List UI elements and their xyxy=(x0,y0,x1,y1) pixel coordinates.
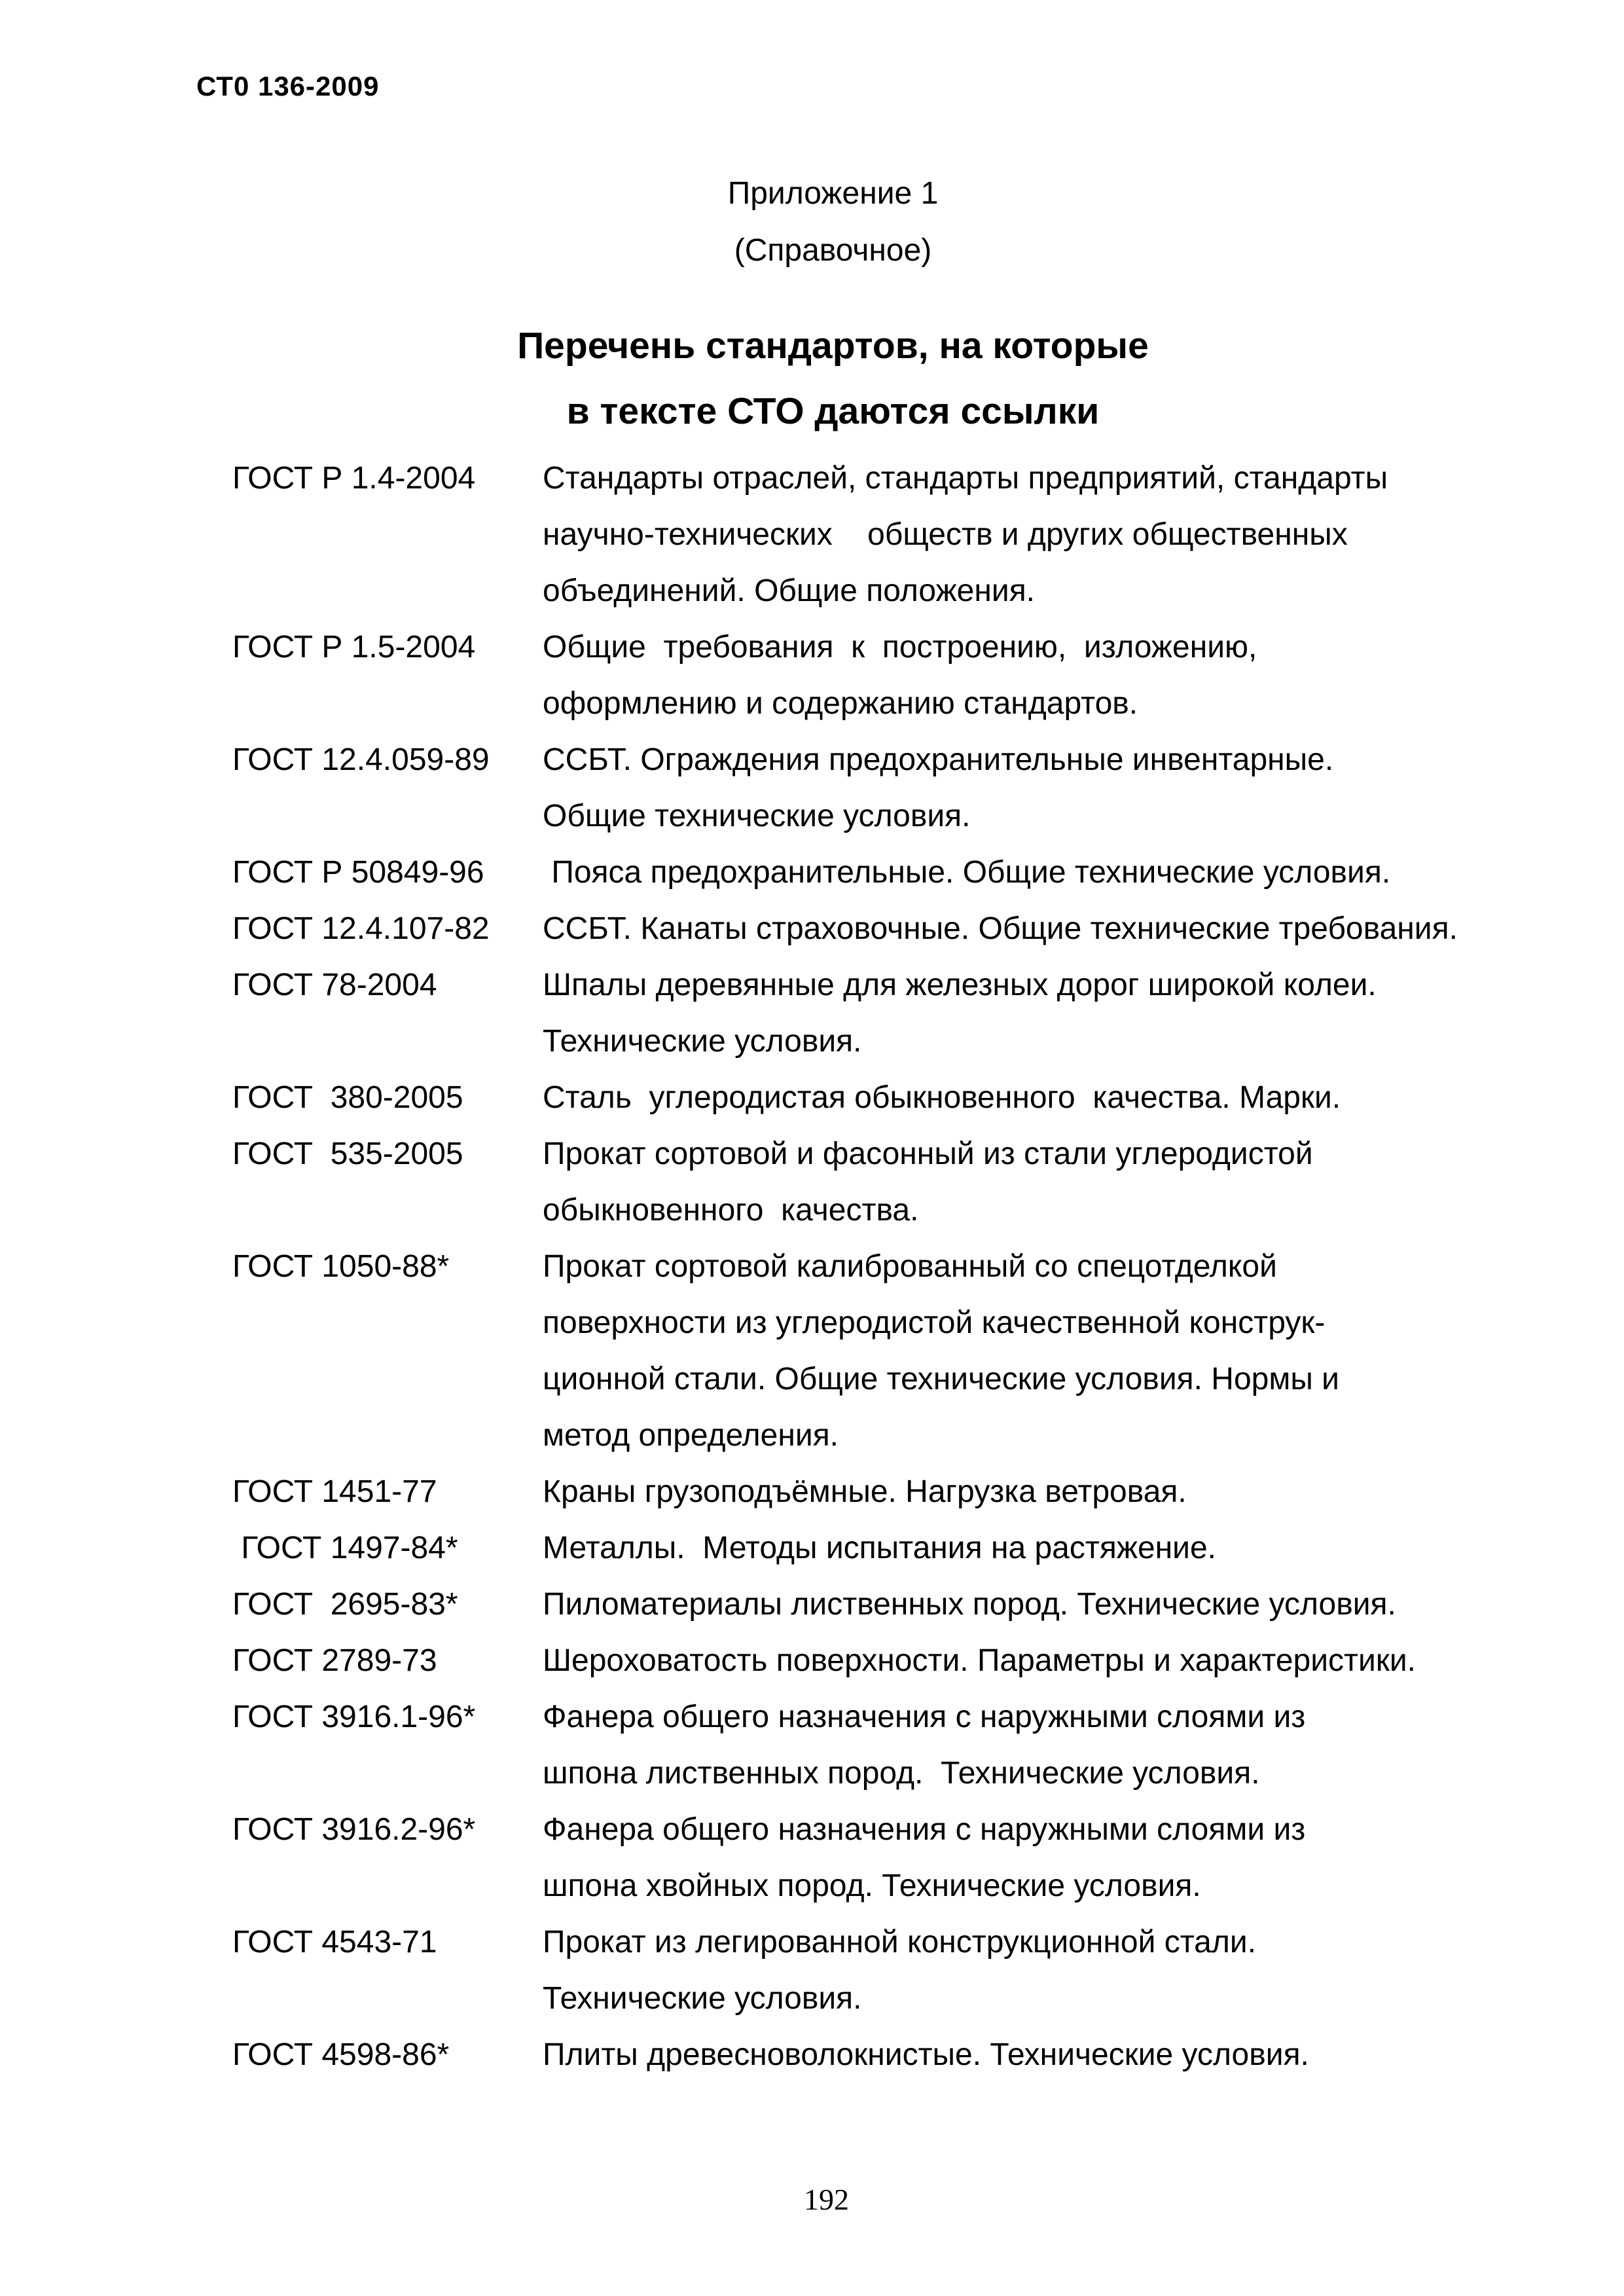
standard-description-line: Стандарты отраслей, стандарты предприятий, стандарты xyxy=(543,461,1388,496)
standard-description-line: Общие требования к построению, изложению, xyxy=(543,630,1257,665)
standard-description xyxy=(543,957,1463,1070)
standard-code: ГОСТ 380-2005 xyxy=(232,1080,463,1115)
standard-description-line: научно-технических обществ и других общественных xyxy=(543,517,1348,552)
standard-entry xyxy=(232,1576,1463,1633)
standard-description xyxy=(543,845,1463,901)
standard-entry xyxy=(232,1520,1463,1576)
standard-entry xyxy=(232,1070,1463,1126)
standard-description xyxy=(543,1633,1463,1689)
list-heading-line-1: Перечень стандартов, на которые xyxy=(517,325,1149,367)
standard-entry xyxy=(232,1802,1463,1914)
standard-description-line: обыкновенного качества. xyxy=(543,1193,919,1228)
standard-entry xyxy=(232,1464,1463,1520)
standard-description-line: Пояса предохранительные. Общие технические условия. xyxy=(543,855,1391,890)
appendix-type: (Справочное) xyxy=(734,233,932,268)
standard-description-line: Пиломатериалы лиственных пород. Технические условия. xyxy=(543,1587,1396,1622)
standard-description-line: Фанера общего назначения с наружными слоями из xyxy=(543,1700,1306,1734)
standard-description-line: шпона лиственных пород. Технические условия. xyxy=(543,1756,1260,1791)
standard-entry xyxy=(232,1689,1463,1802)
standard-description-line: объединений. Общие положения. xyxy=(543,574,1036,608)
standard-description-line: Технические условия. xyxy=(543,1024,862,1059)
standard-description xyxy=(543,1576,1463,1633)
standard-description xyxy=(543,1914,1463,2027)
standard-description xyxy=(543,1689,1463,1802)
standard-entry xyxy=(232,2027,1463,2083)
standard-description xyxy=(543,1126,1463,1239)
appendix-title: Приложение 1 xyxy=(727,176,939,211)
standard-description-line: Прокат сортовой и фасонный из стали углеродистой xyxy=(543,1137,1313,1171)
standard-description-line: Плиты древесноволокнистые. Технические условия. xyxy=(543,2037,1309,2072)
standard-description-line: Общие технические условия. xyxy=(543,799,971,833)
standard-code: ГОСТ Р 50849-96 xyxy=(232,855,484,890)
standard-code: ГОСТ 1451-77 xyxy=(232,1474,437,1509)
standard-description-line: метод определения. xyxy=(543,1418,839,1453)
standard-code: ГОСТ 2695-83* xyxy=(232,1587,458,1622)
standard-code: ГОСТ Р 1.4-2004 xyxy=(232,461,476,496)
standard-description-line: Металлы. Методы испытания на растяжение. xyxy=(543,1531,1216,1565)
standard-code: ГОСТ 4598-86* xyxy=(232,2037,450,2072)
standard-description xyxy=(543,732,1463,845)
standard-description-line: ционной стали. Общие технические условия. Нормы и xyxy=(543,1362,1339,1396)
standard-code: ГОСТ 1050-88* xyxy=(232,1249,450,1284)
standard-description-line: Шпалы деревянные для железных дорог широкой колеи. xyxy=(543,968,1377,1002)
standard-entry xyxy=(232,619,1463,732)
standard-description-line: ССБТ. Канаты страховочные. Общие технические требования. xyxy=(543,911,1458,946)
standard-code: ГОСТ 78-2004 xyxy=(232,968,437,1002)
standard-description xyxy=(543,1070,1463,1126)
standard-description xyxy=(543,1239,1463,1464)
standard-code: ГОСТ 535-2005 xyxy=(232,1137,463,1171)
list-heading-line-2: в тексте СТО даются ссылки xyxy=(566,390,1100,432)
standard-code: ГОСТ 2789-73 xyxy=(232,1643,437,1678)
standard-description-line: Прокат из легированной конструкционной стали. xyxy=(543,1925,1257,1959)
standard-code: ГОСТ 1497-84* xyxy=(232,1531,458,1565)
standard-code: ГОСТ 3916.1-96* xyxy=(232,1700,476,1734)
standard-entry xyxy=(232,450,1463,619)
standard-description xyxy=(543,1802,1463,1914)
document-code: СТ0 136-2009 xyxy=(196,71,380,101)
standard-description xyxy=(543,901,1463,957)
standard-description xyxy=(543,450,1463,619)
standard-description-line: Фанера общего назначения с наружными слоями из xyxy=(543,1812,1306,1847)
standard-description xyxy=(543,619,1463,732)
standard-description-line: ССБТ. Ограждения предохранительные инвентарные. xyxy=(543,742,1334,777)
standard-description-line: Шероховатость поверхности. Параметры и характеристики. xyxy=(543,1643,1416,1678)
standard-code: ГОСТ 12.4.059-89 xyxy=(232,742,490,777)
standard-code: ГОСТ Р 1.5-2004 xyxy=(232,630,476,665)
standard-entry xyxy=(232,1239,1463,1464)
standard-description xyxy=(543,1520,1463,1576)
standard-entry xyxy=(232,732,1463,845)
standard-description-line: Прокат сортовой калиброванный со спецотделкой xyxy=(543,1249,1277,1284)
standard-description-line: Краны грузоподъёмные. Нагрузка ветровая. xyxy=(543,1474,1187,1509)
standard-description-line: Технические условия. xyxy=(543,1981,862,2016)
standard-entry xyxy=(232,901,1463,957)
standard-code: ГОСТ 12.4.107-82 xyxy=(232,911,490,946)
standards-list xyxy=(232,450,1463,2083)
standard-entry xyxy=(232,1633,1463,1689)
standard-description-line: шпона хвойных пород. Технические условия. xyxy=(543,1868,1201,1903)
standard-description xyxy=(543,2027,1463,2083)
standard-description-line: оформлению и содержанию стандартов. xyxy=(543,686,1138,721)
standard-entry xyxy=(232,957,1463,1070)
standard-entry xyxy=(232,845,1463,901)
standard-description-line: поверхности из углеродистой качественной конструк- xyxy=(543,1305,1326,1340)
standard-code: ГОСТ 4543-71 xyxy=(232,1925,437,1959)
standard-code: ГОСТ 3916.2-96* xyxy=(232,1812,476,1847)
standard-description xyxy=(543,1464,1463,1520)
page-number: 192 xyxy=(804,2183,849,2216)
standard-entry xyxy=(232,1914,1463,2027)
standard-description-line: Сталь углеродистая обыкновенного качества. Марки. xyxy=(543,1080,1341,1115)
standard-entry xyxy=(232,1126,1463,1239)
